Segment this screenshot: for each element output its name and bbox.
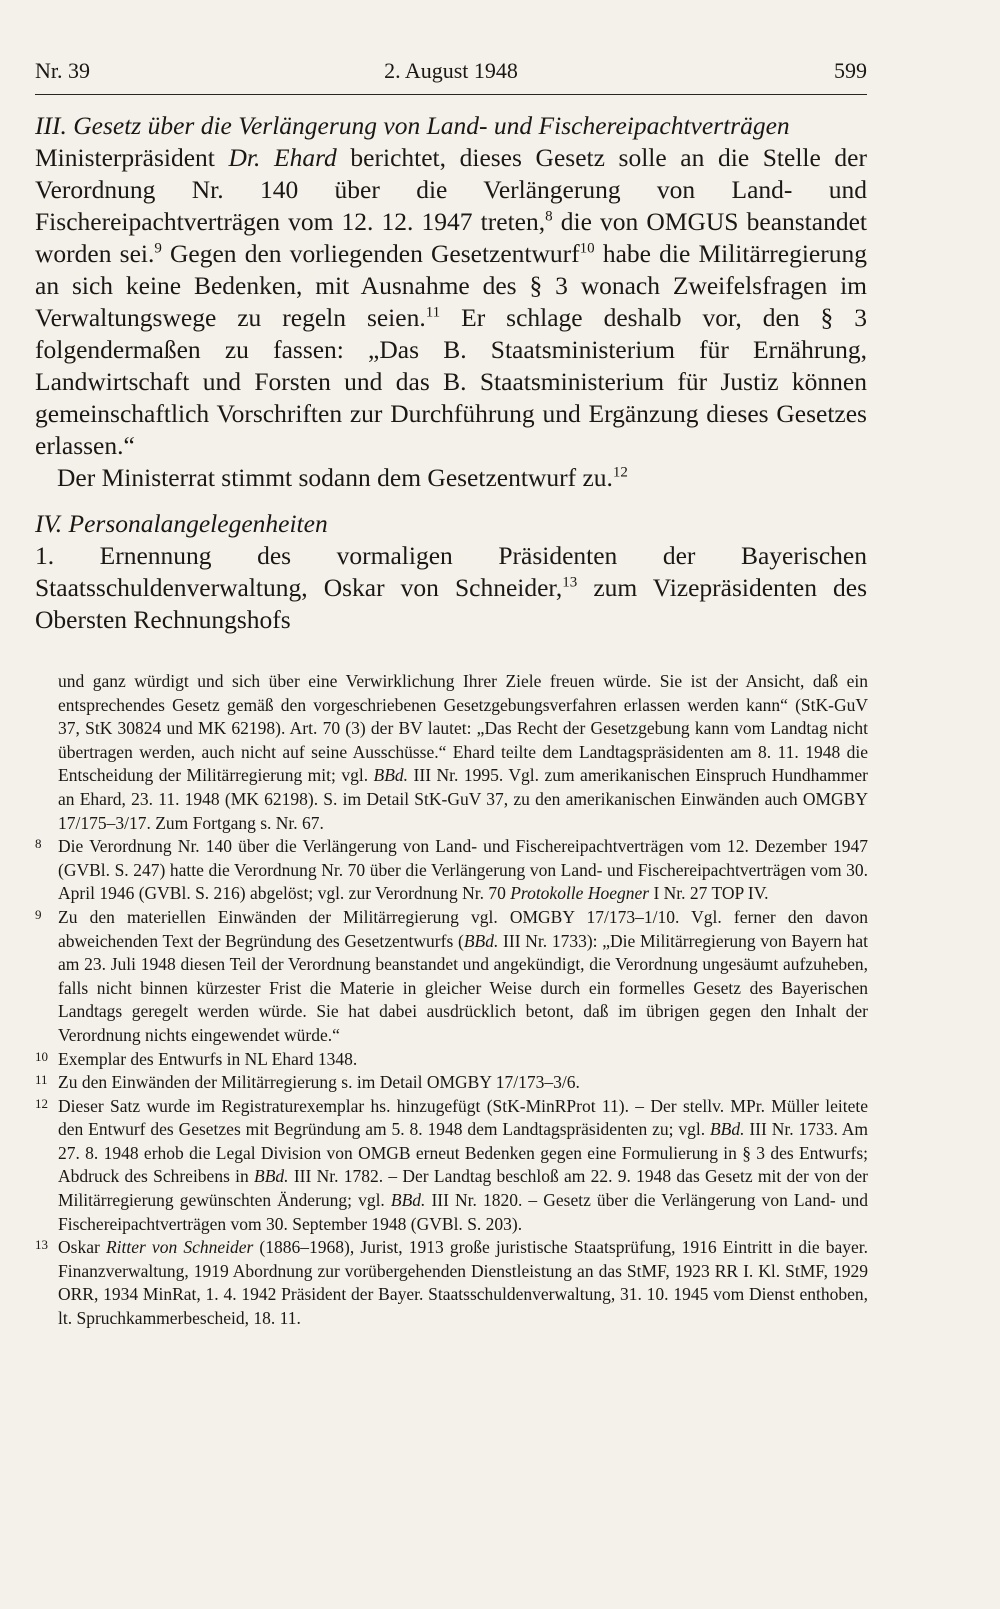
footnote-ref-8: 8	[545, 208, 553, 225]
footnote-ref-9: 9	[154, 240, 162, 257]
paragraph-iii-2: Der Ministerrat stimmt sodann dem Gesetzentwurf zu.$^{12}$	[57, 463, 628, 492]
footnote-9: 9 Zu den materiellen Einwänden der Militärregierung vgl. OMGBY 17/173–1/10. Vgl. ferner den davon abweichenden Text der Begründung des Gesetzentwurfs (BBd. III Nr. 1733): „Die Militärregierung von Bayern hat am 23. Juli 1948 diesen Teil der Verordnung beanstandet und angekündigt, die Verordnung ungesäumt aufzuheben, falls nicht binnen kürzester Frist die Materie in gleicher Weise durch ein formelles Gesetz des Bayerischen Landtags geregelt werden würde. Sie hat dabei ausdrücklich betont, daß im übrigen gegen den Inhalt der Verordnung nichts eingewendet würde.“	[35, 906, 868, 1045]
agenda-item-iv-1: 1. Ernennung des vormaligen Präsidenten der Bayerischen Staatsschuldenverwaltung, Oskar von Schneider,$^{13}$ zum Vizepräsidenten des Obersten Rechnungshofs	[35, 541, 867, 634]
footnote-ref-10: 10	[579, 240, 595, 257]
footnote-ref-11: 11	[425, 304, 441, 321]
main-text	[35, 110, 867, 636]
paragraph-iii-1: Ministerpräsident Dr. Ehard berichtet, dieses Gesetz solle an die Stelle der Verordnung Nr. 140 über die Verlängerung von Land- und Fischereipachtverträgen vom 12. 12. 1947 treten,$^8$ die von OMGUS beanstandet worden sei.$^9$ Gegen den vorliegenden Gesetzentwurf$^{10}$ habe die Militärregierung an sich keine Bedenken, mit Ausnahme des § 3 wonach Zweifelsfragen im Verwaltungswege zu regeln seien.$^{11}$ Er schlage deshalb vor, den § 3 folgendermaßen zu fassen: „Das B. Staatsministerium für Ernährung, Landwirtschaft und Forsten und das B. Staatsministerium für Justiz können gemeinschaftlich Vorschriften zur Durchführung und Ergänzung dieses Gesetzes erlassen.“	[35, 143, 867, 460]
footnotes	[35, 670, 868, 1331]
section-heading-iii: III. Gesetz über die Verlängerung von Land- und Fischereipachtverträgen	[35, 111, 790, 140]
footnote-ref-12: 12	[612, 464, 628, 481]
footnote-12: 12 Dieser Satz wurde im Registraturexemplar hs. hinzugefügt (StK-MinRProt 11). – Der stellv. MPr. Müller leitete den Entwurf des Gesetzes mit Begründung am 5. 8. 1948 dem Landtagspräsidenten zu; vgl. BBd. III Nr. 1733. Am 27. 8. 1948 erhob die Legal Division von OMGB erneut Bedenken gegen eine Formulierung in § 3 des Entwurfs; Abdruck des Schreibens in BBd. III Nr. 1782. – Der Landtag beschloß am 22. 9. 1948 das Gesetz mit der von der Militärregierung gewünschten Änderung; vgl. BBd. III Nr. 1820. – Gesetz über die Verlängerung von Land- und Fischereipachtverträgen vom 30. September 1948 (GVBl. S. 203).	[35, 1095, 868, 1234]
section-heading-iv: IV. Personalangelegenheiten	[35, 509, 328, 538]
footnote-continuation: und ganz würdigt und sich über eine Verwirklichung Ihrer Ziele freuen würde. Sie ist der Ansicht, daß ein entsprechendes Gesetz gemäß den vorgeschriebenen Gesetzgebungsverfahren erlassen werden kann“ (StK-GuV 37, StK 30824 und MK 62198). Art. 70 (3) der BV lautet: „Das Recht der Gesetzgebung kann vom Landtag nicht übertragen werden, auch nicht auf seine Ausschüsse.“ Ehard teilte dem Landtagspräsidenten am 8. 11. 1948 die Entscheidung der Militärregierung mit; vgl. BBd. III Nr. 1995. Vgl. zum amerikanischen Einspruch Hundhammer an Ehard, 23. 11. 1948 (MK 62198). S. im Detail StK-GuV 37, zu den amerikanischen Einwänden auch OMGBY 17/175–3/17. Zum Fortgang s. Nr. 67.	[58, 671, 868, 833]
footnote-13: 13 Oskar Ritter von Schneider (1886–1968), Jurist, 1913 große juristische Staatsprüfung, 1916 Eintritt in die bayer. Finanzverwaltung, 1919 Abordnung zur vorübergehenden Dienstleistung an das StMF, 1923 RR I. Kl. StMF, 1929 ORR, 1934 MinRat, 1. 4. 1942 Präsident der Bayer. Staatsschuldenverwaltung, 31. 10. 1945 vom Dienst enthoben, lt. Spruchkammerbescheid, 18. 11.	[35, 1237, 868, 1329]
footnote-11: 11 Zu den Einwänden der Militärregierung s. im Detail OMGBY 17/173–3/6.	[35, 1072, 580, 1093]
running-header	[35, 54, 867, 95]
document-number: Nr. 39	[35, 58, 90, 83]
header-date: 2. August 1948	[384, 58, 518, 83]
footnote-ref-13: 13	[562, 574, 578, 591]
footnote-10: 10 Exemplar des Entwurfs in NL Ehard 1348.	[35, 1048, 358, 1069]
page-number: 599	[834, 58, 867, 83]
footnote-8: 8 Die Verordnung Nr. 140 über die Verlängerung von Land- und Fischereipachtverträgen vom 12. Dezember 1947 (GVBl. S. 247) hatte die Verordnung Nr. 70 über die Verlängerung von Land- und Fischereipachtverträgen vom 30. April 1946 (GVBl. S. 216) abgelöst; vgl. zur Verordnung Nr. 70 Protokolle Hoegner I Nr. 27 TOP IV.	[35, 836, 868, 904]
